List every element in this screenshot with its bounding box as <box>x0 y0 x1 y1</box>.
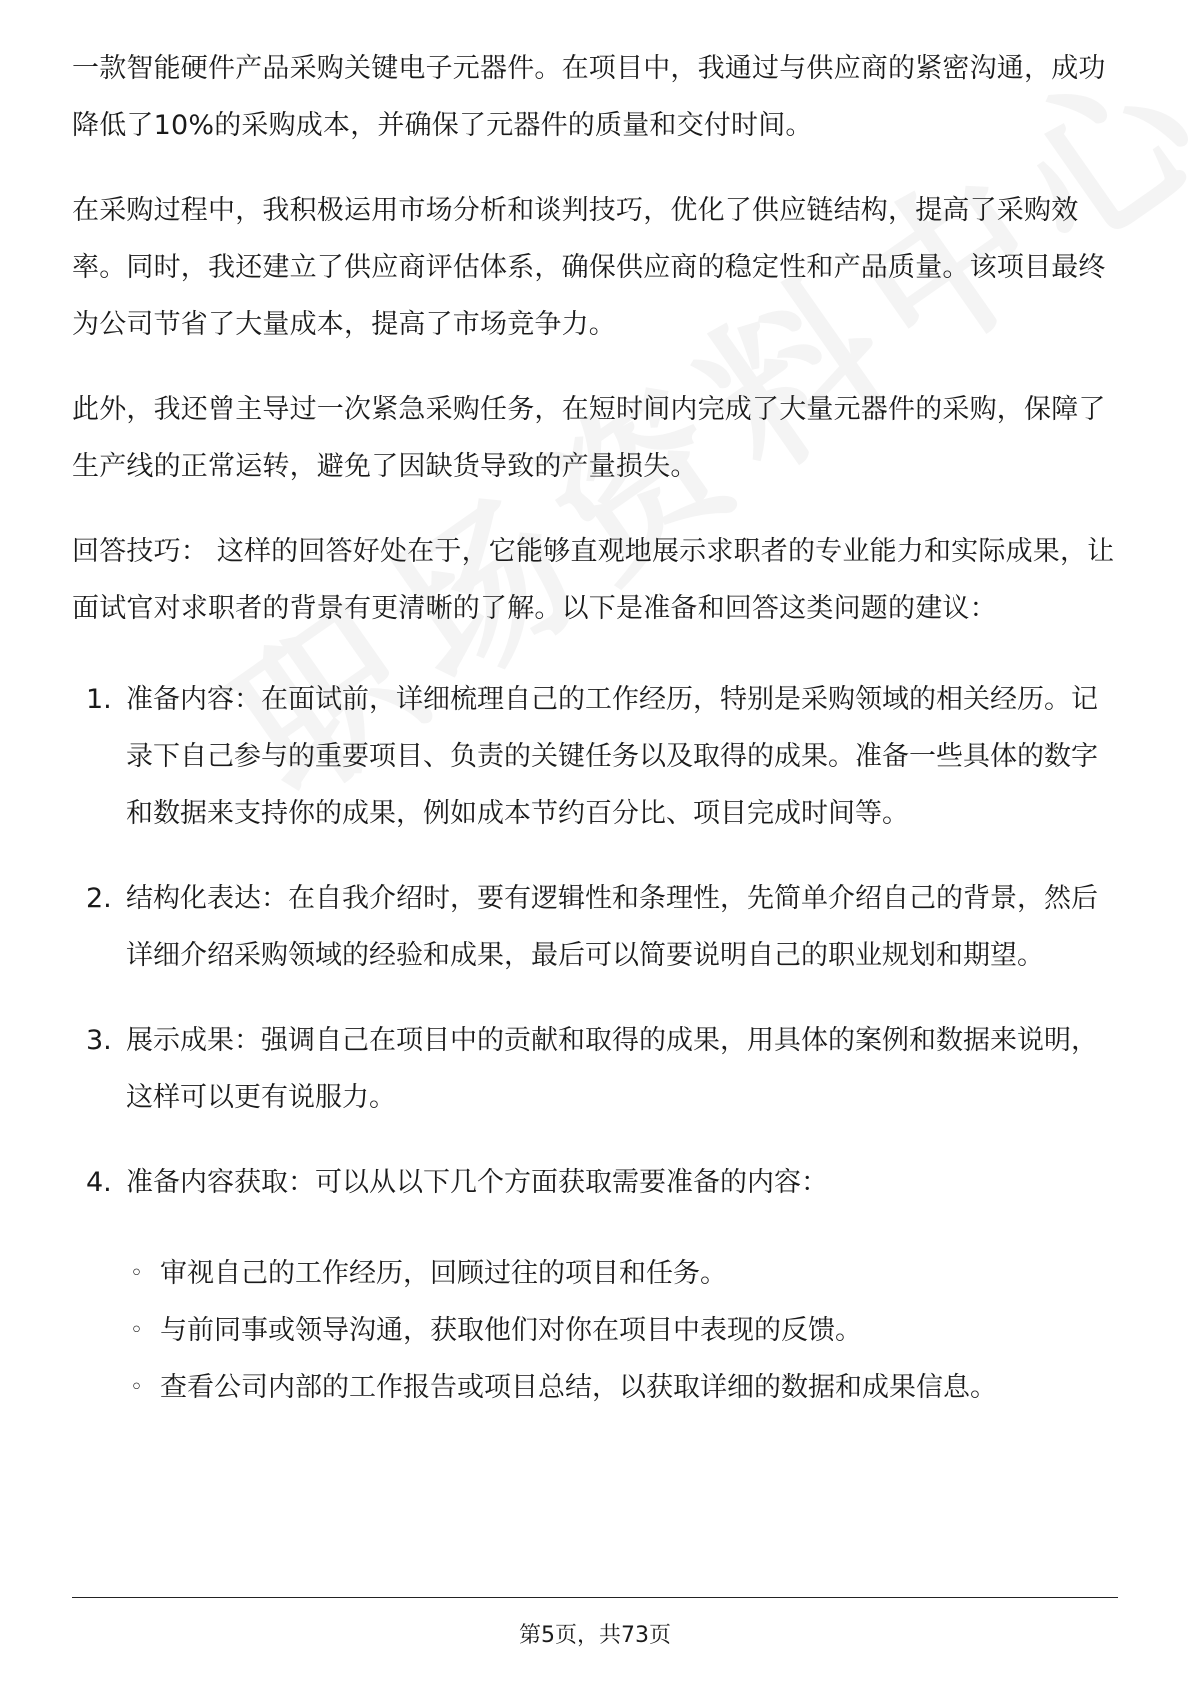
list-number: 3. <box>86 1025 112 1056</box>
paragraph: 在采购过程中，我积极运用市场分析和谈判技巧，优化了供应链结构，提高了采购效率。同时，我还建立了供应商评估体系，确保供应商的稳定性和产品质量。该项目最终为公司节省了大量成本，提高了市场竞争力。 <box>72 195 1106 340</box>
bullet-sublist <box>126 1245 1118 1416</box>
bullet-icon: ◦ <box>130 1318 143 1343</box>
answer-tips-paragraph: 回答技巧： 这样的回答好处在于，它能够直观地展示求职者的专业能力和实际成果，让面试官对求职者的背景有更清晰的了解。以下是准备和回答这类问题的建议： <box>72 536 1115 624</box>
list-item <box>72 870 1118 984</box>
list-number: 4. <box>86 1167 112 1198</box>
list-item-text: 结构化表达：在自我介绍时，要有逻辑性和条理性，先简单介绍自己的背景，然后详细介绍采购领域的经验和成果，最后可以简要说明自己的职业规划和期望。 <box>126 883 1098 971</box>
bullet-icon: ◦ <box>130 1375 143 1400</box>
list-item-text: 准备内容：在面试前，详细梳理自己的工作经历，特别是采购领域的相关经历。记录下自己参与的重要项目、负责的关键任务以及取得的成果。准备一些具体的数字和数据来支持你的成果，例如成本节约百分比、项目完成时间等。 <box>126 684 1098 829</box>
sublist-item <box>126 1245 1118 1302</box>
list-number: 1. <box>86 684 112 715</box>
list-number: 2. <box>86 883 112 914</box>
sublist-item <box>126 1302 1118 1359</box>
sublist-item-text: 审视自己的工作经历，回顾过往的项目和任务。 <box>160 1258 727 1289</box>
paragraph: 此外，我还曾主导过一次紧急采购任务，在短时间内完成了大量元器件的采购，保障了生产线的正常运转，避免了因缺货导致的产量损失。 <box>72 394 1106 482</box>
sublist-item <box>126 1359 1118 1416</box>
bullet-icon: ◦ <box>130 1261 143 1286</box>
list-item <box>72 1012 1118 1126</box>
numbered-list <box>72 671 1118 1416</box>
footer-divider <box>72 1597 1118 1598</box>
list-item-text: 准备内容获取：可以从以下几个方面获取需要准备的内容： <box>126 1167 828 1198</box>
sublist-item-text: 查看公司内部的工作报告或项目总结，以获取详细的数据和成果信息。 <box>160 1372 997 1403</box>
list-item <box>72 1154 1118 1416</box>
page-number: 第5页，共73页 <box>519 1623 671 1648</box>
sublist-item-text: 与前同事或领导沟通，获取他们对你在项目中表现的反馈。 <box>160 1315 862 1346</box>
list-item-text: 展示成果：强调自己在项目中的贡献和取得的成果，用具体的案例和数据来说明，这样可以更有说服力。 <box>126 1025 1098 1113</box>
document-body <box>72 40 1118 1444</box>
list-item <box>72 671 1118 842</box>
paragraph: 一款智能硬件产品采购关键电子元器件。在项目中，我通过与供应商的紧密沟通，成功降低了10%的采购成本，并确保了元器件的质量和交付时间。 <box>72 53 1106 141</box>
